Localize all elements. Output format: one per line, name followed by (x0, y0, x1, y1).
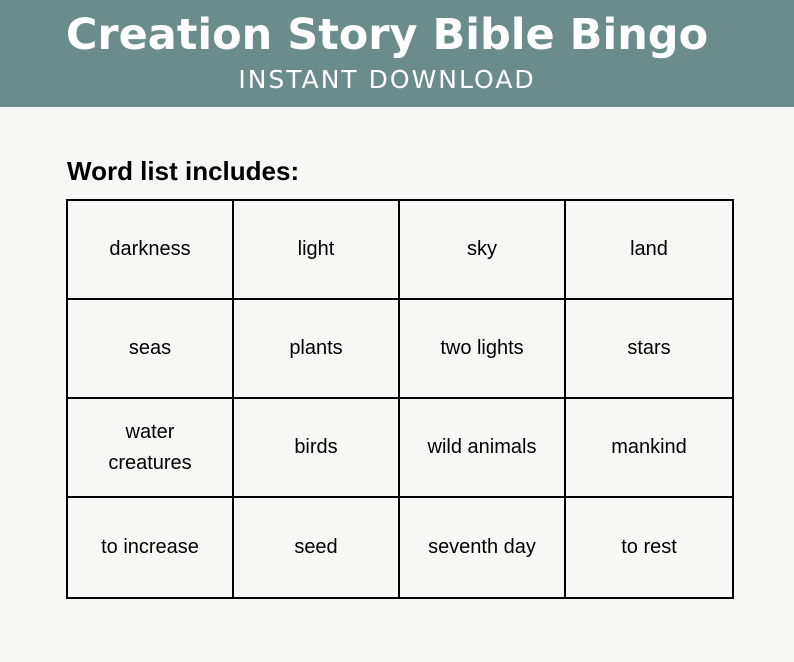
word-cell: seed (234, 498, 400, 597)
word-cell: to rest (621, 536, 677, 558)
word-cell: darkness (68, 201, 234, 300)
word-cell: seventh day (400, 498, 566, 597)
word-cell: two lights (400, 300, 566, 399)
title-banner (0, 0, 794, 107)
word-cell: birds (234, 399, 400, 498)
word-cell: to increase (68, 498, 234, 597)
word-cell: mankind (566, 399, 732, 498)
word-cell: land (566, 201, 732, 300)
word-cell: light (234, 201, 400, 300)
word-cell: seas (68, 300, 234, 399)
word-cell: stars (566, 300, 732, 399)
word-cell: water creatures (68, 399, 234, 498)
word-list-heading: Word list includes: (67, 156, 300, 186)
word-grid (66, 199, 734, 599)
word-cell: plants (234, 300, 400, 399)
word-cell: sky (400, 201, 566, 300)
banner-title: Creation Story Bible Bingo (65, 10, 709, 60)
word-cell: wild animals (400, 399, 566, 498)
banner-subtitle: INSTANT DOWNLOAD (238, 65, 536, 94)
